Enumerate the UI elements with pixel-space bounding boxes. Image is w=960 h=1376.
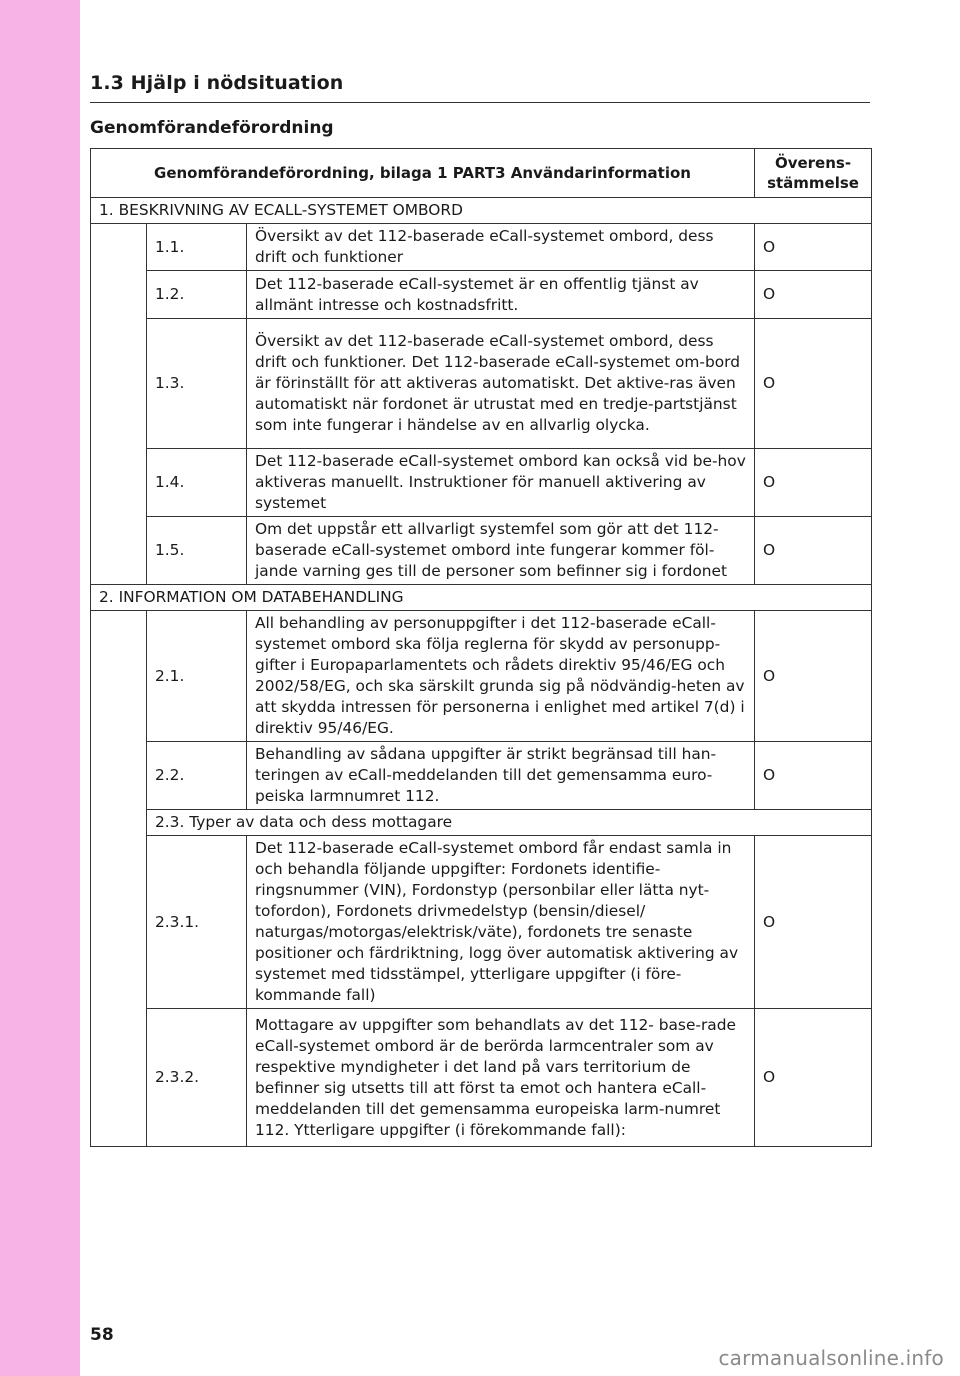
section-title: 2. INFORMATION OM DATABEHANDLING: [91, 585, 872, 611]
subsection-title: 2.3. Typer av data och dess mottagare: [147, 810, 872, 836]
row-number: 2.1.: [147, 611, 247, 742]
table-row: [91, 224, 872, 271]
heading-rule: [90, 102, 870, 103]
section-row: [91, 198, 872, 224]
row-number: 1.5.: [147, 517, 247, 585]
table-row: [91, 449, 872, 517]
table-row: [91, 1009, 872, 1147]
row-text: Översikt av det 112-baserade eCall-systemet ombord, dess drift och funktioner. Det 112-baserade eCall-systemet om-bord är förinställt för att aktiveras automatiskt. Det aktive-ras även automatiskt när fordonet är utrustat med en tredje-partstjänst som inte fungerar i händelse av en allvarlig olycka.: [247, 319, 755, 449]
row-text: Det 112-baserade eCall-systemet är en offentlig tjänst av allmänt intresse och kostnadsfritt.: [247, 271, 755, 319]
row-number: 2.2.: [147, 742, 247, 810]
subsection-row: [91, 810, 872, 836]
subheading: Genomförandeförordning: [90, 118, 334, 138]
row-text: Om det uppstår ett allvarligt systemfel som gör att det 112-baserade eCall-systemet ombord inte fungerar kommer föl-jande varning ges till de personer som befinner sig i fordonet: [247, 517, 755, 585]
row-number: 1.3.: [147, 319, 247, 449]
watermark: carmanualsonline.info: [718, 1346, 944, 1370]
row-text: Det 112-baserade eCall-systemet ombord kan också vid be-hov aktiveras manuellt. Instruktioner för manuell aktivering av systemet: [247, 449, 755, 517]
header-main: Genomförandeförordning, bilaga 1 PART3 Användarinformation: [91, 149, 755, 198]
header-compliance-text: Överens- stämmelse: [767, 154, 859, 192]
row-compliance: O: [755, 1009, 872, 1147]
table-row: [91, 271, 872, 319]
row-text: Mottagare av uppgifter som behandlats av det 112- base-rade eCall-systemet ombord är de berörda larmcentraler som av respektive myndigheter i det land på vars territorium de befinner sig utsetts till att först ta emot och hantera eCall-meddelanden till det gemensamma europeiska larm-numret 112. Ytterligare uppgifter (i förekommande fall):: [247, 1009, 755, 1147]
indent-cell: [91, 611, 147, 1147]
row-compliance: O: [755, 271, 872, 319]
row-compliance: O: [755, 517, 872, 585]
table-row: [91, 611, 872, 742]
row-compliance: O: [755, 836, 872, 1009]
header-compliance: [755, 149, 872, 198]
page-number: 58: [90, 1325, 114, 1345]
row-compliance: O: [755, 742, 872, 810]
row-number: 1.2.: [147, 271, 247, 319]
section-heading: 1.3 Hjälp i nödsituation: [90, 72, 344, 94]
row-text: Behandling av sådana uppgifter är strikt begränsad till han-teringen av eCall-meddelanden till det gemensamma euro-peiska larmnumret 112.: [247, 742, 755, 810]
row-number: 2.3.2.: [147, 1009, 247, 1147]
table-row: [91, 319, 872, 449]
row-compliance: O: [755, 224, 872, 271]
table-row: [91, 836, 872, 1009]
row-compliance: O: [755, 611, 872, 742]
row-number: 1.1.: [147, 224, 247, 271]
section-row: [91, 585, 872, 611]
table-row: [91, 742, 872, 810]
row-text: Det 112-baserade eCall-systemet ombord får endast samla in och behandla följande uppgifter: Fordonets identifie-ringsnummer (VIN), Fordonstyp (personbilar eller lätta nyt-tofordon), Fordonets drivmedelstyp (bensin/diesel/ naturgas/motorgas/elektrisk/väte), fordonets tre senaste positioner och färdriktning, logg över automatisk aktivering av systemet med tidsstämpel, ytterligare uppgifter (i före-kommande fall): [247, 836, 755, 1009]
row-compliance: O: [755, 449, 872, 517]
row-number: 1.4.: [147, 449, 247, 517]
row-text: All behandling av personuppgifter i det 112-baserade eCall-systemet ombord ska följa reglerna för skydd av personupp-gifter i Europaparlamentets och rådets direktiv 95/46/EG och 2002/58/EG, och ska särskilt grunda sig på nödvändig-heten av att skydda intressen för personerna i enlighet med artikel 7(d) i direktiv 95/46/EG.: [247, 611, 755, 742]
row-number: 2.3.1.: [147, 836, 247, 1009]
row-text: Översikt av det 112-baserade eCall-systemet ombord, dess drift och funktioner: [247, 224, 755, 271]
table-row: [91, 517, 872, 585]
side-strip: [0, 0, 80, 1376]
table-header-row: [91, 149, 872, 198]
regulation-table: [90, 148, 872, 1147]
section-title: 1. BESKRIVNING AV ECALL-SYSTEMET OMBORD: [91, 198, 872, 224]
indent-cell: [91, 224, 147, 585]
row-compliance: O: [755, 319, 872, 449]
